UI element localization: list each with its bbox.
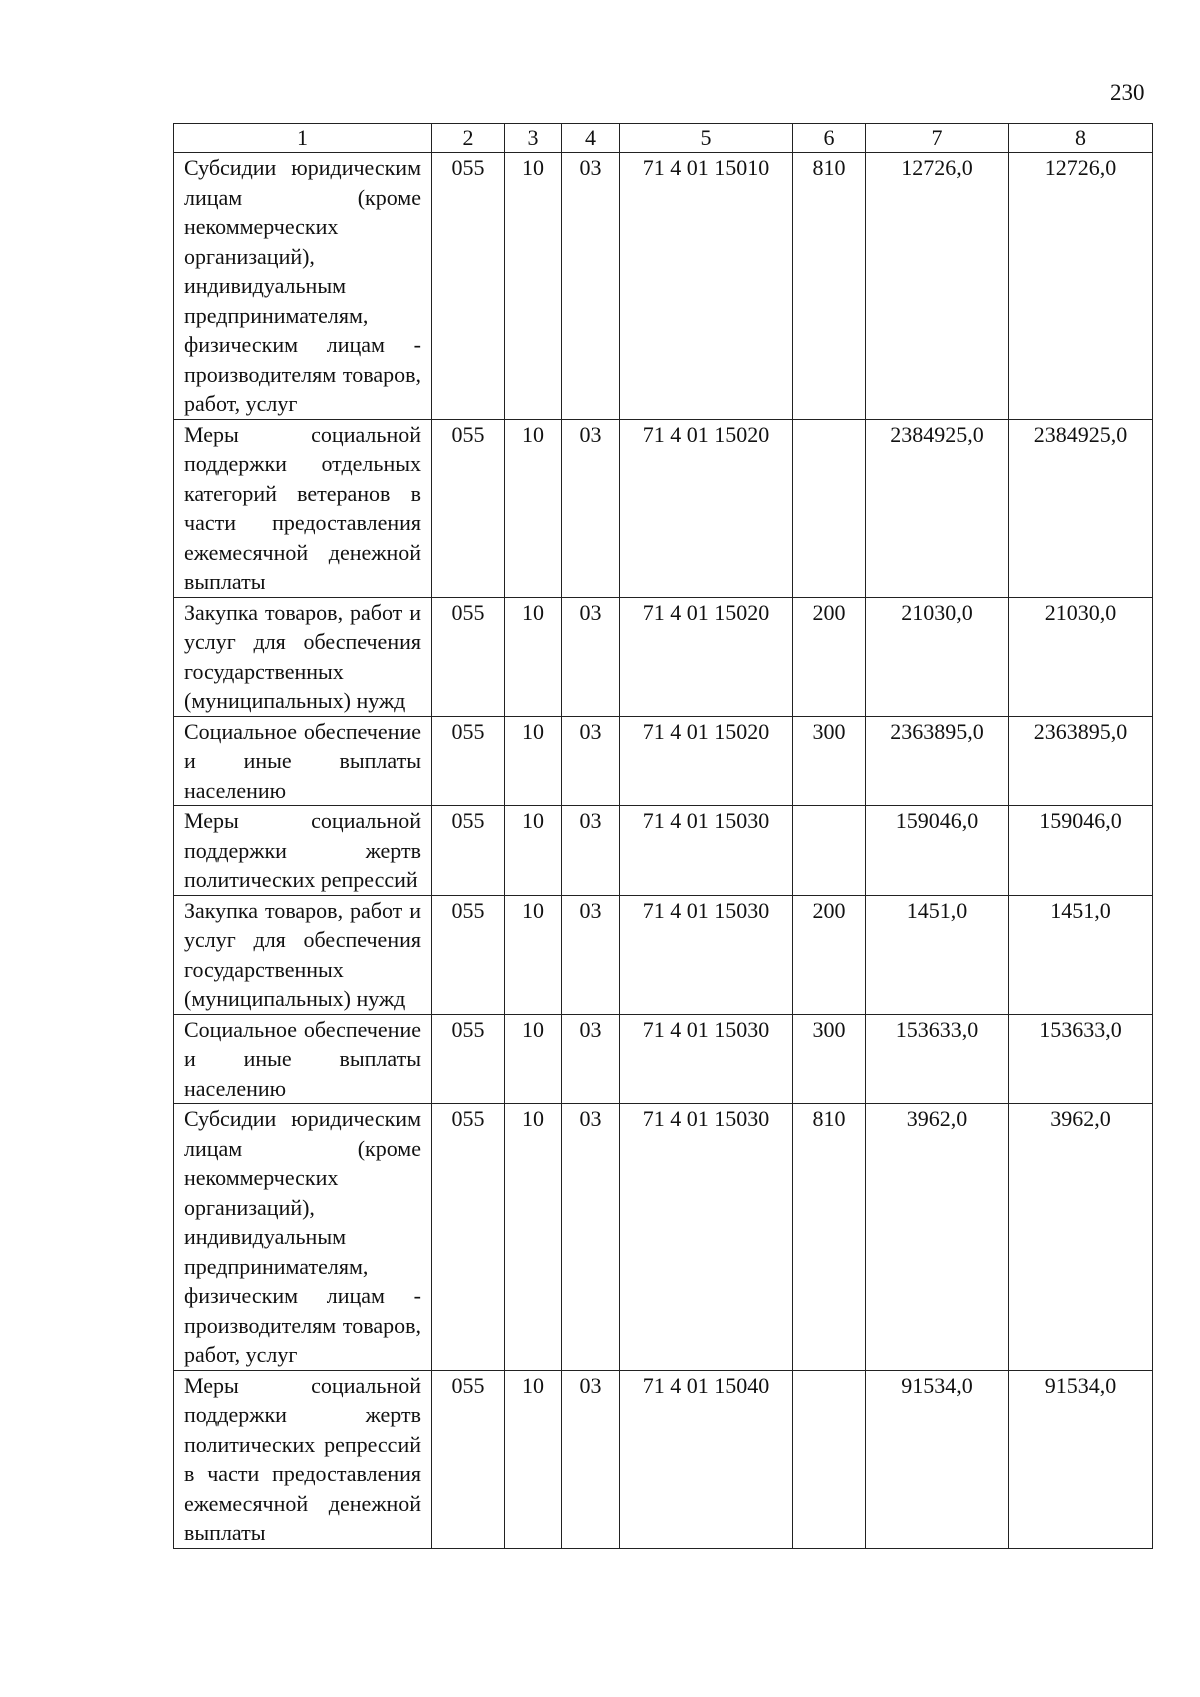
header-col-5: 5 (620, 124, 793, 153)
row-section: 10 (505, 1104, 562, 1371)
row-ministry-code: 055 (432, 419, 505, 597)
row-expense-type: 810 (793, 1104, 866, 1371)
row-description: Меры социальной поддержки жертв политических репрессий (174, 806, 432, 896)
row-ministry-code: 055 (432, 895, 505, 1014)
row-target-article: 71 4 01 15030 (620, 806, 793, 896)
row-expense-type (793, 419, 866, 597)
row-ministry-code: 055 (432, 153, 505, 420)
row-amount-a: 1451,0 (866, 895, 1009, 1014)
row-amount-b: 3962,0 (1009, 1104, 1153, 1371)
row-ministry-code: 055 (432, 806, 505, 896)
row-subsection: 03 (562, 1104, 620, 1371)
row-amount-b: 91534,0 (1009, 1370, 1153, 1548)
row-expense-type (793, 1370, 866, 1548)
header-col-2: 2 (432, 124, 505, 153)
row-expense-type (793, 806, 866, 896)
row-amount-b: 2384925,0 (1009, 419, 1153, 597)
table-row (174, 597, 1153, 716)
row-target-article: 71 4 01 15020 (620, 597, 793, 716)
row-expense-type: 810 (793, 153, 866, 420)
header-col-6: 6 (793, 124, 866, 153)
header-col-3: 3 (505, 124, 562, 153)
row-description: Закупка товаров, работ и услуг для обеспечения государственных (муниципальных) нужд (174, 597, 432, 716)
header-col-8: 8 (1009, 124, 1153, 153)
row-amount-a: 153633,0 (866, 1014, 1009, 1104)
row-subsection: 03 (562, 806, 620, 896)
row-description: Меры социальной поддержки жертв политических репрессий в части предоставления ежемесячной денежной выплаты (174, 1370, 432, 1548)
header-col-7: 7 (866, 124, 1009, 153)
header-col-1: 1 (174, 124, 432, 153)
table-row (174, 716, 1153, 806)
row-section: 10 (505, 1370, 562, 1548)
page-number: 230 (1110, 80, 1145, 105)
row-amount-b: 1451,0 (1009, 895, 1153, 1014)
row-amount-a: 159046,0 (866, 806, 1009, 896)
row-subsection: 03 (562, 1370, 620, 1548)
header-row (174, 124, 1153, 153)
row-description: Меры социальной поддержки отдельных категорий ветеранов в части предоставления ежемесячной денежной выплаты (174, 419, 432, 597)
row-section: 10 (505, 716, 562, 806)
row-amount-a: 2384925,0 (866, 419, 1009, 597)
table-body (174, 153, 1153, 1549)
row-target-article: 71 4 01 15030 (620, 895, 793, 1014)
row-target-article: 71 4 01 15010 (620, 153, 793, 420)
row-ministry-code: 055 (432, 716, 505, 806)
row-amount-a: 12726,0 (866, 153, 1009, 420)
row-amount-b: 159046,0 (1009, 806, 1153, 896)
header-col-4: 4 (562, 124, 620, 153)
row-expense-type: 300 (793, 716, 866, 806)
table-row (174, 1104, 1153, 1371)
row-section: 10 (505, 806, 562, 896)
row-subsection: 03 (562, 419, 620, 597)
table-row (174, 1370, 1153, 1548)
row-ministry-code: 055 (432, 1104, 505, 1371)
row-section: 10 (505, 153, 562, 420)
row-subsection: 03 (562, 597, 620, 716)
row-subsection: 03 (562, 153, 620, 420)
row-amount-a: 2363895,0 (866, 716, 1009, 806)
row-expense-type: 300 (793, 1014, 866, 1104)
table-row (174, 419, 1153, 597)
row-expense-type: 200 (793, 597, 866, 716)
row-target-article: 71 4 01 15020 (620, 419, 793, 597)
row-section: 10 (505, 597, 562, 716)
row-amount-a: 91534,0 (866, 1370, 1009, 1548)
row-amount-b: 21030,0 (1009, 597, 1153, 716)
row-section: 10 (505, 895, 562, 1014)
table-row (174, 1014, 1153, 1104)
row-subsection: 03 (562, 1014, 620, 1104)
budget-table (173, 123, 1153, 1549)
table-row (174, 895, 1153, 1014)
row-target-article: 71 4 01 15020 (620, 716, 793, 806)
row-subsection: 03 (562, 895, 620, 1014)
row-description: Субсидии юридическим лицам (кроме некоммерческих организаций), индивидуальным предпринимателям, физическим лицам - производителям товаров, работ, услуг (174, 1104, 432, 1371)
row-target-article: 71 4 01 15040 (620, 1370, 793, 1548)
row-target-article: 71 4 01 15030 (620, 1014, 793, 1104)
row-amount-b: 2363895,0 (1009, 716, 1153, 806)
row-description: Закупка товаров, работ и услуг для обеспечения государственных (муниципальных) нужд (174, 895, 432, 1014)
row-amount-b: 12726,0 (1009, 153, 1153, 420)
table-row (174, 806, 1153, 896)
table-row (174, 153, 1153, 420)
row-amount-b: 153633,0 (1009, 1014, 1153, 1104)
row-ministry-code: 055 (432, 597, 505, 716)
row-section: 10 (505, 1014, 562, 1104)
row-target-article: 71 4 01 15030 (620, 1104, 793, 1371)
row-amount-a: 21030,0 (866, 597, 1009, 716)
row-ministry-code: 055 (432, 1014, 505, 1104)
table-header (174, 124, 1153, 153)
row-expense-type: 200 (793, 895, 866, 1014)
row-description: Субсидии юридическим лицам (кроме некоммерческих организаций), индивидуальным предпринимателям, физическим лицам - производителям товаров, работ, услуг (174, 153, 432, 420)
row-section: 10 (505, 419, 562, 597)
row-amount-a: 3962,0 (866, 1104, 1009, 1371)
row-description: Социальное обеспечение и иные выплаты населению (174, 716, 432, 806)
row-description: Социальное обеспечение и иные выплаты населению (174, 1014, 432, 1104)
row-subsection: 03 (562, 716, 620, 806)
row-ministry-code: 055 (432, 1370, 505, 1548)
